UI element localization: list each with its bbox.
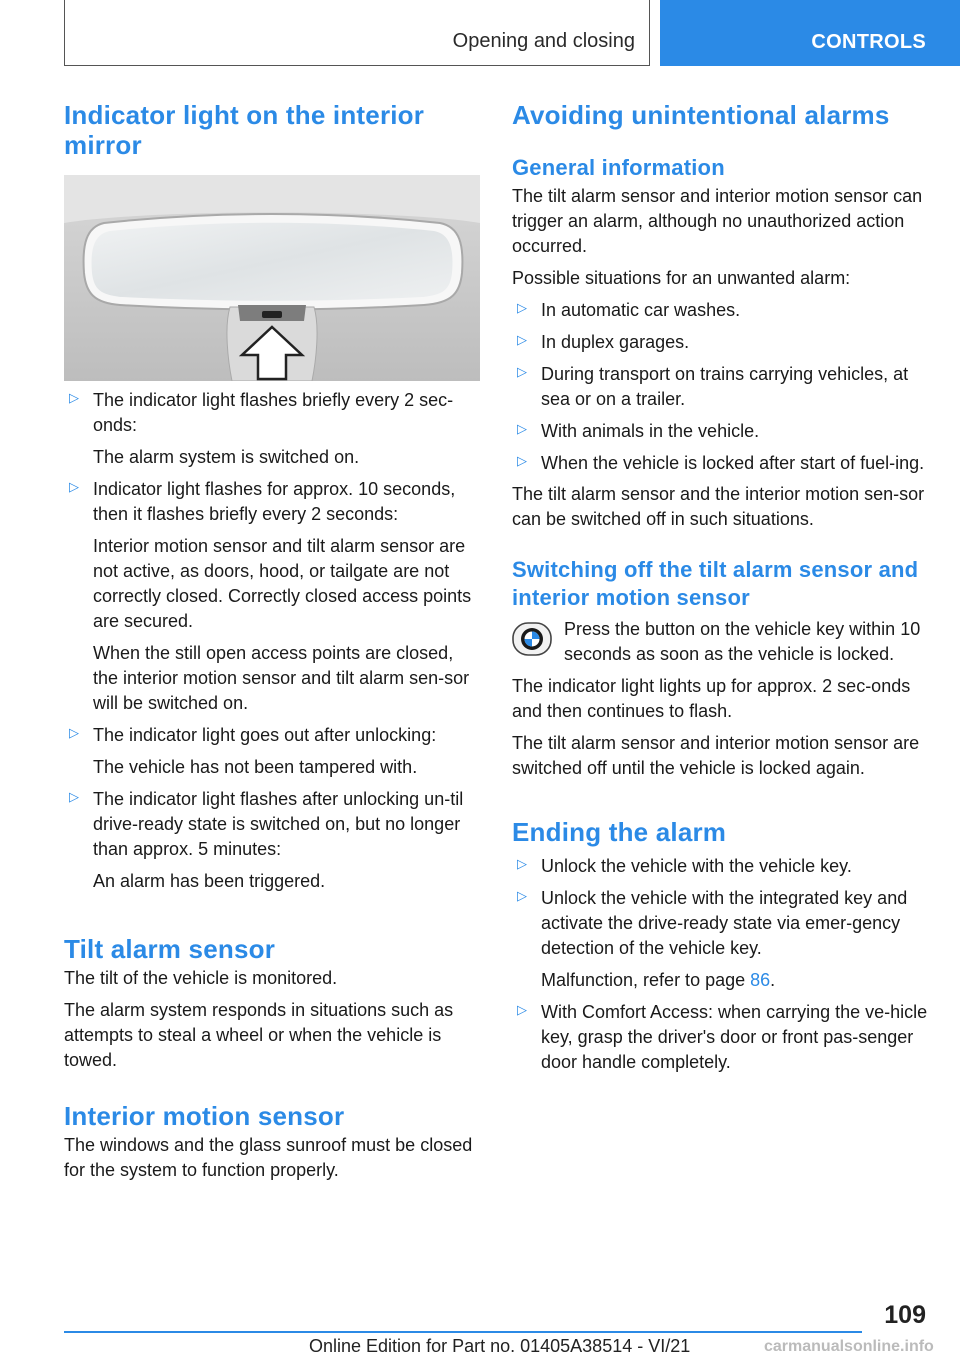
list-item-text: The indicator light flashes after unlocking un‐til drive-ready state is switched on, but no longer than approx. 5 minutes:	[93, 789, 464, 859]
list-item-detail: When the still open access points are closed, the interior motion sensor and tilt alarm sen‐sor will be switched on.	[93, 643, 470, 713]
list-item-text: Unlock the vehicle with the vehicle key.	[541, 856, 852, 876]
list-item-detail: The vehicle has not been tampered with.	[93, 757, 418, 777]
paragraph: Possible situations for an unwanted alarm:	[512, 268, 851, 288]
paragraph: The indicator light lights up for approx. 2 sec‐onds and then continues to flash.	[512, 676, 911, 721]
footer-rule	[64, 1331, 862, 1333]
list-item	[512, 362, 932, 412]
list-item-text: The indicator light goes out after unlocking:	[93, 725, 437, 745]
list-item	[64, 388, 480, 470]
paragraph: The tilt alarm sensor and interior motion sensor can trigger an alarm, although no unauthorized action occurred.	[512, 186, 923, 256]
heading-ending-the-alarm: Ending the alarm	[512, 817, 727, 847]
left-column	[64, 100, 480, 1183]
indicator-light-list	[64, 388, 480, 894]
paragraph: The tilt of the vehicle is monitored.	[64, 968, 338, 988]
heading-general-information: General information	[512, 155, 725, 180]
list-item-text: In duplex garages.	[541, 332, 690, 352]
triangle-bullet-icon: ▷	[517, 332, 527, 347]
header-section-title: Opening and closing	[452, 30, 635, 52]
reference-prefix: Malfunction, refer to page	[541, 970, 751, 990]
triangle-bullet-icon: ▷	[69, 789, 79, 804]
vehicle-key-icon	[512, 619, 552, 659]
triangle-bullet-icon: ▷	[69, 725, 79, 740]
list-item	[64, 723, 480, 780]
header-chapter-tab	[660, 0, 960, 66]
heading-switching-off-sensors: Switching off the tilt alarm sensor and interior motion sensor	[512, 557, 919, 610]
triangle-bullet-icon: ▷	[517, 888, 527, 903]
list-item	[512, 886, 932, 993]
list-item-text: With animals in the vehicle.	[541, 421, 760, 441]
page-number: 109	[884, 1301, 926, 1329]
triangle-bullet-icon: ▷	[517, 856, 527, 871]
list-item-detail	[541, 968, 932, 993]
unwanted-alarm-situations-list	[512, 298, 932, 476]
page-reference-link[interactable]: 86	[750, 970, 771, 990]
triangle-bullet-icon: ▷	[517, 453, 527, 468]
paragraph-text: Press the button on the vehicle key within 10 seconds as soon as the vehicle is locked.	[564, 619, 921, 664]
list-item-detail: The alarm system is switched on.	[93, 447, 360, 467]
reference-suffix: .	[770, 970, 776, 990]
header-section-box	[64, 0, 650, 66]
interior-mirror-illustration	[64, 175, 480, 381]
list-item	[512, 451, 932, 476]
footer-watermark: carmanualsonline.info	[764, 1338, 934, 1355]
right-column	[512, 100, 932, 1075]
list-item-text: Indicator light flashes for approx. 10 seconds, then it flashes briefly every 2 seconds:	[93, 479, 456, 524]
list-item-text: In automatic car washes.	[541, 300, 741, 320]
header-chapter-title: CONTROLS	[811, 31, 926, 53]
paragraph: The tilt alarm sensor and interior motion sensor are switched off until the vehicle is locked again.	[512, 733, 920, 778]
list-item	[512, 854, 932, 879]
triangle-bullet-icon: ▷	[517, 364, 527, 379]
heading-indicator-light: Indicator light on the interior mirror	[64, 100, 425, 160]
heading-interior-motion-sensor: Interior motion sensor	[64, 1101, 345, 1131]
list-item-text: During transport on trains carrying vehicles, at sea or on a trailer.	[541, 364, 909, 409]
ending-alarm-list	[512, 854, 932, 1075]
triangle-bullet-icon: ▷	[517, 421, 527, 436]
list-item-text: Unlock the vehicle with the integrated key and activate the drive-ready state via emer‐gency detection of the vehicle key.	[541, 888, 908, 958]
heading-tilt-alarm-sensor: Tilt alarm sensor	[64, 934, 276, 964]
heading-avoiding-alarms: Avoiding unintentional alarms	[512, 100, 890, 130]
paragraph-with-key-icon	[512, 617, 932, 667]
list-item-detail: An alarm has been triggered.	[93, 871, 326, 891]
list-item	[512, 330, 932, 355]
triangle-bullet-icon: ▷	[69, 479, 79, 494]
list-item-detail: Interior motion sensor and tilt alarm sensor are not active, as doors, hood, or tailgate are not correctly closed. Correctly closed access points are secured.	[93, 536, 472, 631]
triangle-bullet-icon: ▷	[517, 300, 527, 315]
triangle-bullet-icon: ▷	[517, 1002, 527, 1017]
list-item-text: The indicator light flashes briefly every 2 sec‐onds:	[93, 390, 454, 435]
paragraph: The tilt alarm sensor and the interior motion sen‐sor can be switched off in such situations.	[512, 484, 925, 529]
paragraph: The windows and the glass sunroof must be closed for the system to function properly.	[64, 1135, 473, 1180]
paragraph: The alarm system responds in situations such as attempts to steal a wheel or when the vehicle is towed.	[64, 1000, 454, 1070]
triangle-bullet-icon: ▷	[69, 390, 79, 405]
list-item-text: When the vehicle is locked after start of fuel‐ing.	[541, 453, 925, 473]
list-item	[512, 419, 932, 444]
list-item	[64, 477, 480, 716]
list-item	[512, 298, 932, 323]
list-item	[512, 1000, 932, 1075]
footer-edition-text: Online Edition for Part no. 01405A38514 - VI/21	[309, 1336, 691, 1356]
list-item-text: With Comfort Access: when carrying the ve‐hicle key, grasp the driver's door or front pas‐senger door handle completely.	[541, 1002, 928, 1072]
list-item	[64, 787, 480, 894]
